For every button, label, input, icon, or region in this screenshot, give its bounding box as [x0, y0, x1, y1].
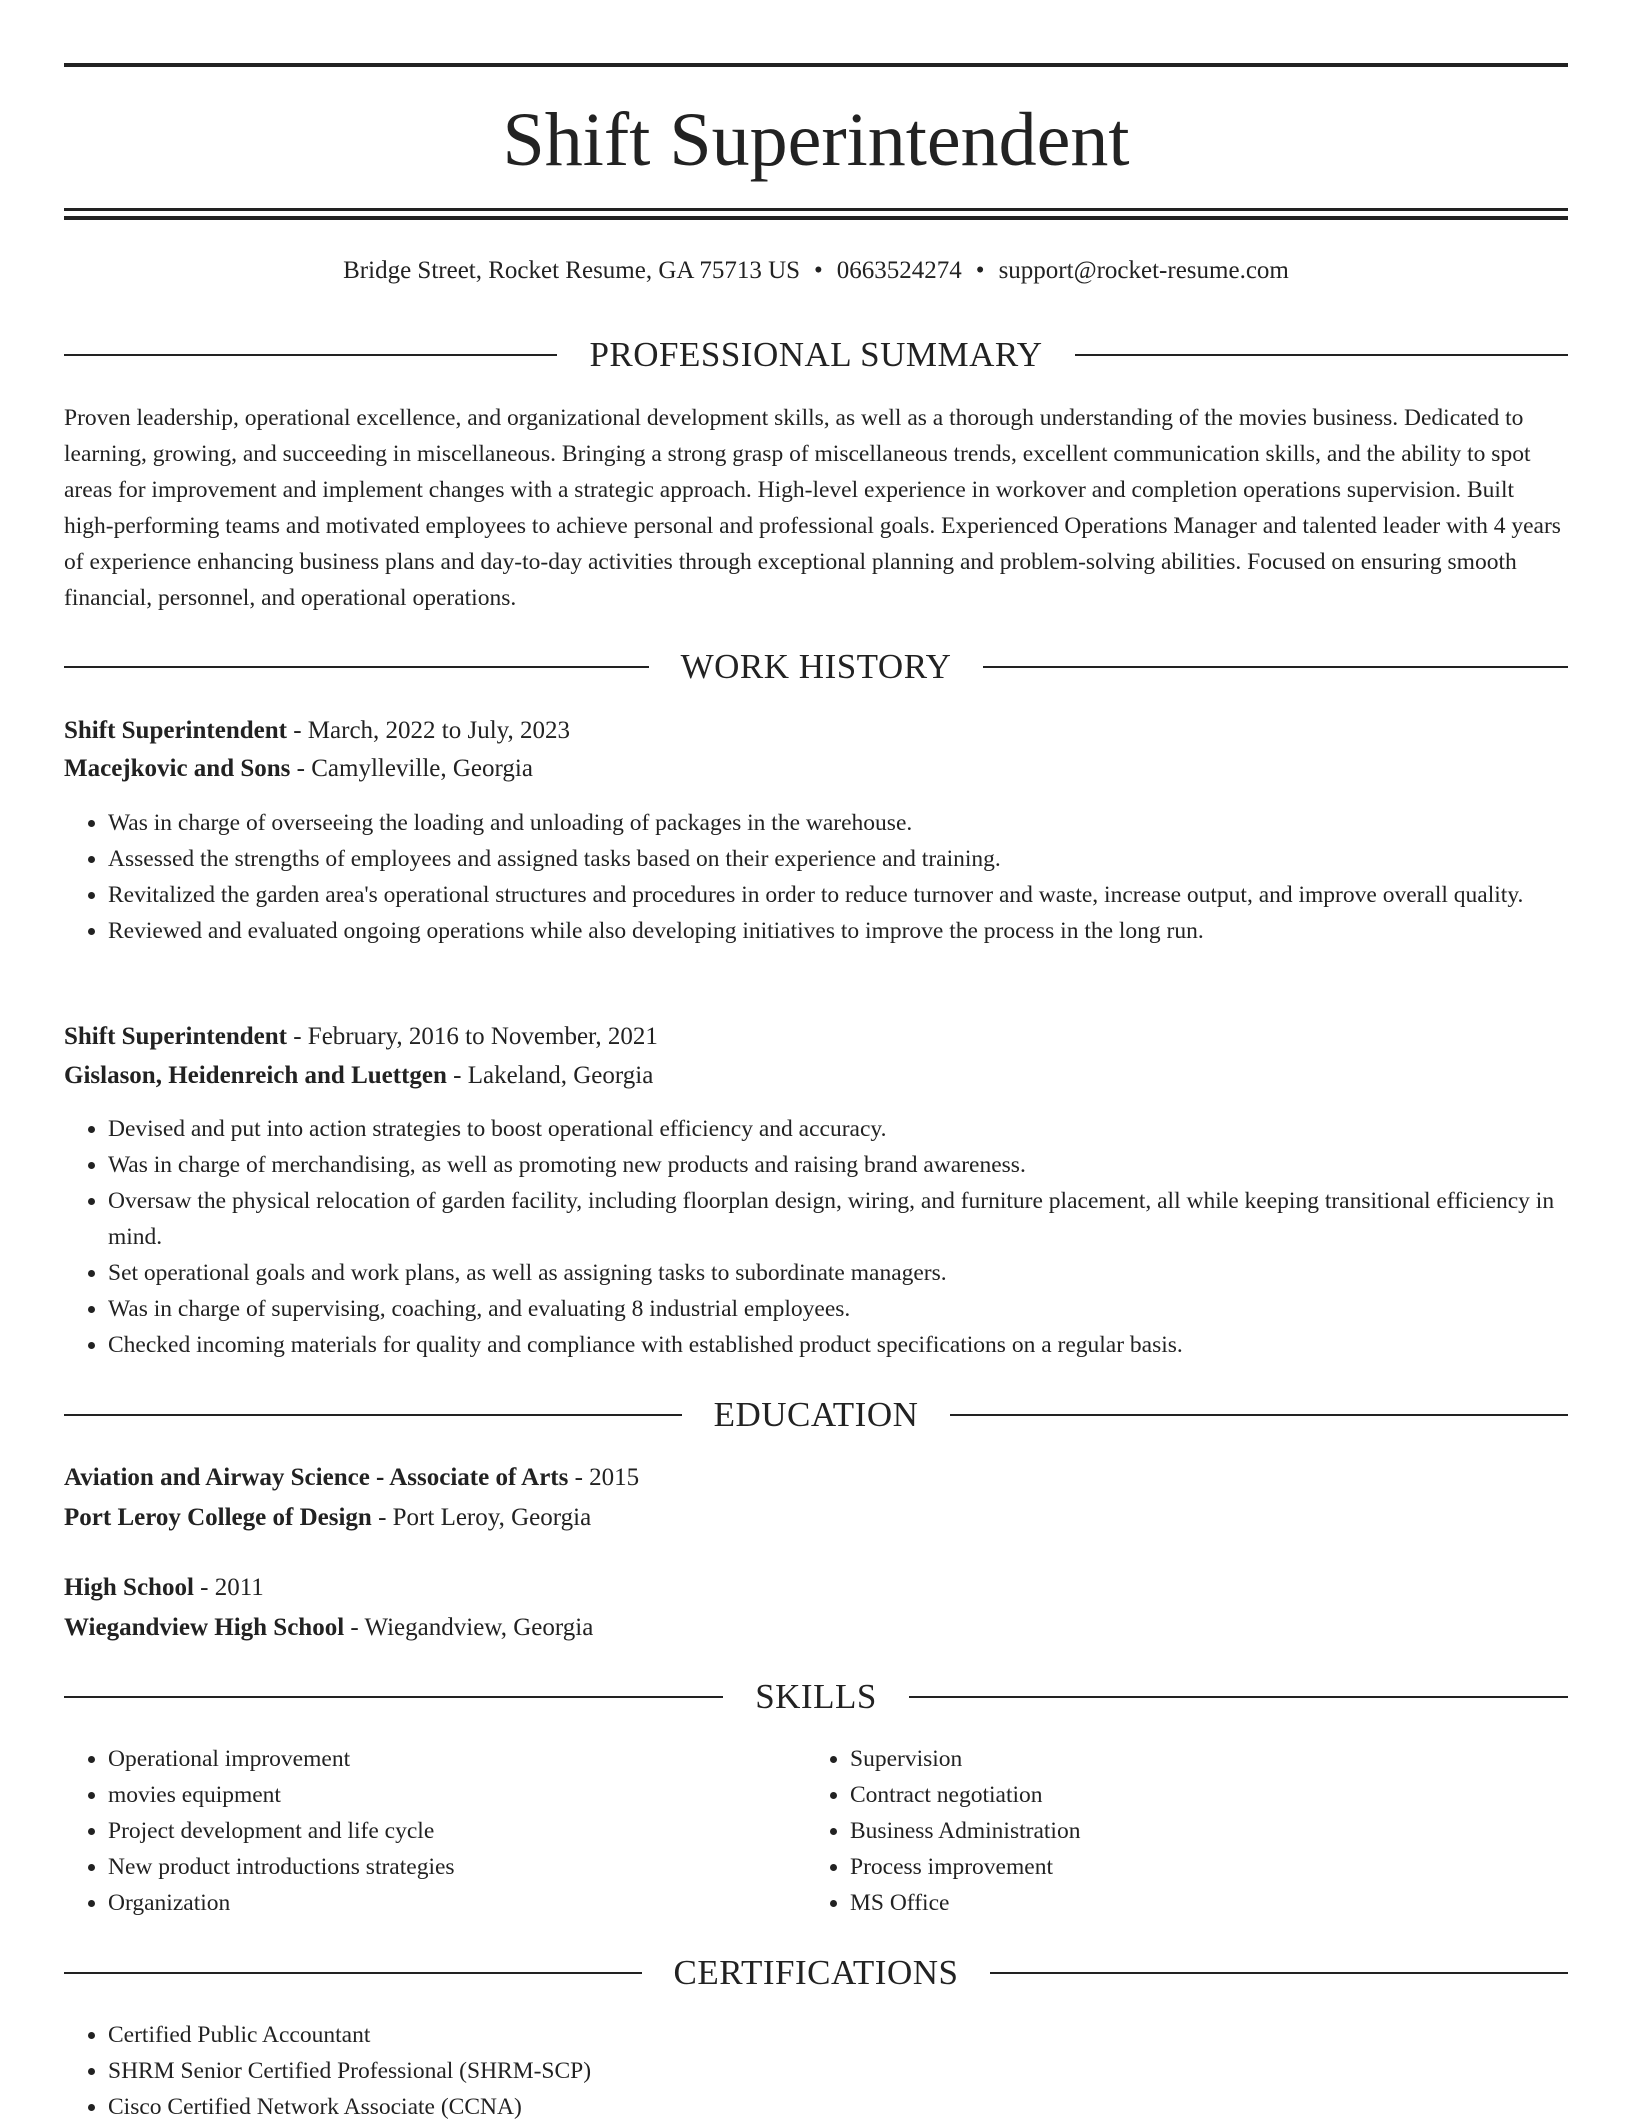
education-school-line	[64, 1610, 1568, 1646]
contact-address: Bridge Street, Rocket Resume, GA 75713 US	[343, 257, 801, 284]
certifications-list	[64, 2017, 1568, 2125]
heading-rule-left	[64, 666, 649, 668]
job-company: Gislason, Heidenreich and Luettgen	[64, 1062, 447, 1089]
skills-list-left	[64, 1741, 808, 1921]
job-dates: - February, 2016 to November, 2021	[286, 1023, 658, 1050]
education-school-line	[64, 1500, 1568, 1536]
list-item: • Revitalized the garden area's operational structures and procedures in order to reduce turnover and waste, increase output, and improve overall quality.	[108, 877, 1568, 913]
education-degree: High School	[64, 1574, 194, 1601]
section-heading-label: WORK HISTORY	[680, 647, 952, 686]
contact-separator: •	[814, 257, 823, 284]
skill-item: • Process improvement	[850, 1849, 1550, 1885]
education-degree: Aviation and Airway Science - Associate of Arts	[64, 1464, 569, 1491]
heading-rule-right	[983, 666, 1568, 668]
list-item: • Reviewed and evaluated ongoing operations while also developing initiatives to improve the process in the long run.	[108, 913, 1568, 949]
skill-item: • New product introductions strategies	[108, 1849, 808, 1885]
contact-line	[64, 254, 1568, 288]
section-heading-skills	[64, 1675, 1568, 1719]
section-heading-label: SKILLS	[755, 1677, 877, 1716]
education-location: - Wiegandview, Georgia	[344, 1614, 594, 1641]
resume-title: Shift Superintendent	[502, 98, 1130, 182]
education-degree-line	[64, 1570, 1568, 1606]
job-company: Macejkovic and Sons	[64, 755, 291, 782]
contact-phone: 0663524274	[836, 257, 962, 284]
heading-rule-right	[1075, 354, 1568, 356]
job-location: - Lakeland, Georgia	[446, 1062, 654, 1089]
section-heading-summary	[64, 333, 1568, 377]
job-dates: - March, 2022 to July, 2023	[286, 717, 571, 744]
heading-rule-right	[950, 1414, 1568, 1416]
heading-rule-right	[909, 1696, 1568, 1698]
education-degree-line	[64, 1460, 1568, 1496]
summary-text: Proven leadership, operational excellence, and organizational development skills, as well as a thorough understanding of the movies business. Dedicated to learning, growing, and succeeding in miscellaneous. Bringing a strong grasp of miscellaneous trends, excellent communication skills, and the ability to spot areas for improvement and implement changes with a strategic approach. High-level experience in workover and completion operations supervision. Built high-performing teams and motivated employees to achieve personal and professional goals. Experienced Operations Manager and talented leader with 4 years of experience enhancing business plans and day-to-day activities through exceptional planning and problem-solving abilities. Focused on ensuring smooth financial, personnel, and operational operations.	[64, 405, 1561, 611]
section-heading-label: EDUCATION	[713, 1395, 919, 1434]
skills-list-right	[806, 1741, 1550, 1921]
list-item: • Was in charge of overseeing the loading and unloading of packages in the warehouse.	[108, 805, 1568, 841]
education-year: - 2011	[193, 1574, 264, 1601]
certification-item: • Certified Public Accountant	[108, 2017, 1568, 2053]
job-title-line	[64, 1019, 1568, 1055]
skill-item: • Operational improvement	[108, 1741, 808, 1777]
education-year: - 2015	[568, 1464, 640, 1491]
job-company-line	[64, 751, 1568, 787]
title-rule-lower	[64, 216, 1568, 220]
job-title: Shift Superintendent	[64, 717, 287, 744]
section-heading-certifications	[64, 1951, 1568, 1995]
education-location: - Port Leroy, Georgia	[371, 1504, 592, 1531]
skill-item: • movies equipment	[108, 1777, 808, 1813]
list-item: • Checked incoming materials for quality and compliance with established product specifications on a regular basis.	[108, 1327, 1568, 1363]
section-heading-label: CERTIFICATIONS	[673, 1953, 959, 1992]
list-item: • Devised and put into action strategies to boost operational efficiency and accuracy.	[108, 1111, 1568, 1147]
certification-item: • SHRM Senior Certified Professional (SHRM-SCP)	[108, 2053, 1568, 2089]
job-title-line	[64, 713, 1568, 749]
list-item: • Assessed the strengths of employees and assigned tasks based on their experience and training.	[108, 841, 1568, 877]
skill-item: • Supervision	[850, 1741, 1550, 1777]
skill-item: • MS Office	[850, 1885, 1550, 1921]
contact-email: support@rocket-resume.com	[998, 257, 1289, 284]
list-item: • Was in charge of supervising, coaching, and evaluating 8 industrial employees.	[108, 1291, 1568, 1327]
section-heading-label: PROFESSIONAL SUMMARY	[589, 335, 1043, 374]
heading-rule-left	[64, 1696, 723, 1698]
job-bullets	[64, 805, 1568, 949]
job-location: - Camylleville, Georgia	[290, 755, 533, 782]
heading-rule-left	[64, 354, 557, 356]
title-rule-upper	[64, 208, 1568, 211]
list-item: • Was in charge of merchandising, as well as promoting new products and raising brand awareness.	[108, 1147, 1568, 1183]
certification-item: • Cisco Certified Network Associate (CCNA)	[108, 2089, 1568, 2125]
education-school: Port Leroy College of Design	[64, 1504, 372, 1531]
education-school: Wiegandview High School	[64, 1614, 345, 1641]
skill-item: • Project development and life cycle	[108, 1813, 808, 1849]
section-heading-education	[64, 1393, 1568, 1437]
skill-item: • Business Administration	[850, 1813, 1550, 1849]
top-rule	[64, 63, 1568, 67]
heading-rule-left	[64, 1414, 682, 1416]
skill-item: • Organization	[108, 1885, 808, 1921]
heading-rule-left	[64, 1972, 642, 1974]
contact-separator: •	[975, 257, 985, 284]
list-item: • Oversaw the physical relocation of garden facility, including floorplan design, wiring, and furniture placement, all while keeping transitional efficiency in mind.	[108, 1183, 1568, 1255]
heading-rule-right	[990, 1972, 1568, 1974]
job-bullets	[64, 1111, 1568, 1363]
list-item: • Set operational goals and work plans, as well as assigning tasks to subordinate managers.	[108, 1255, 1568, 1291]
skill-item: • Contract negotiation	[850, 1777, 1550, 1813]
job-company-line	[64, 1058, 1568, 1094]
job-title: Shift Superintendent	[64, 1023, 287, 1050]
section-heading-work-history	[64, 645, 1568, 689]
